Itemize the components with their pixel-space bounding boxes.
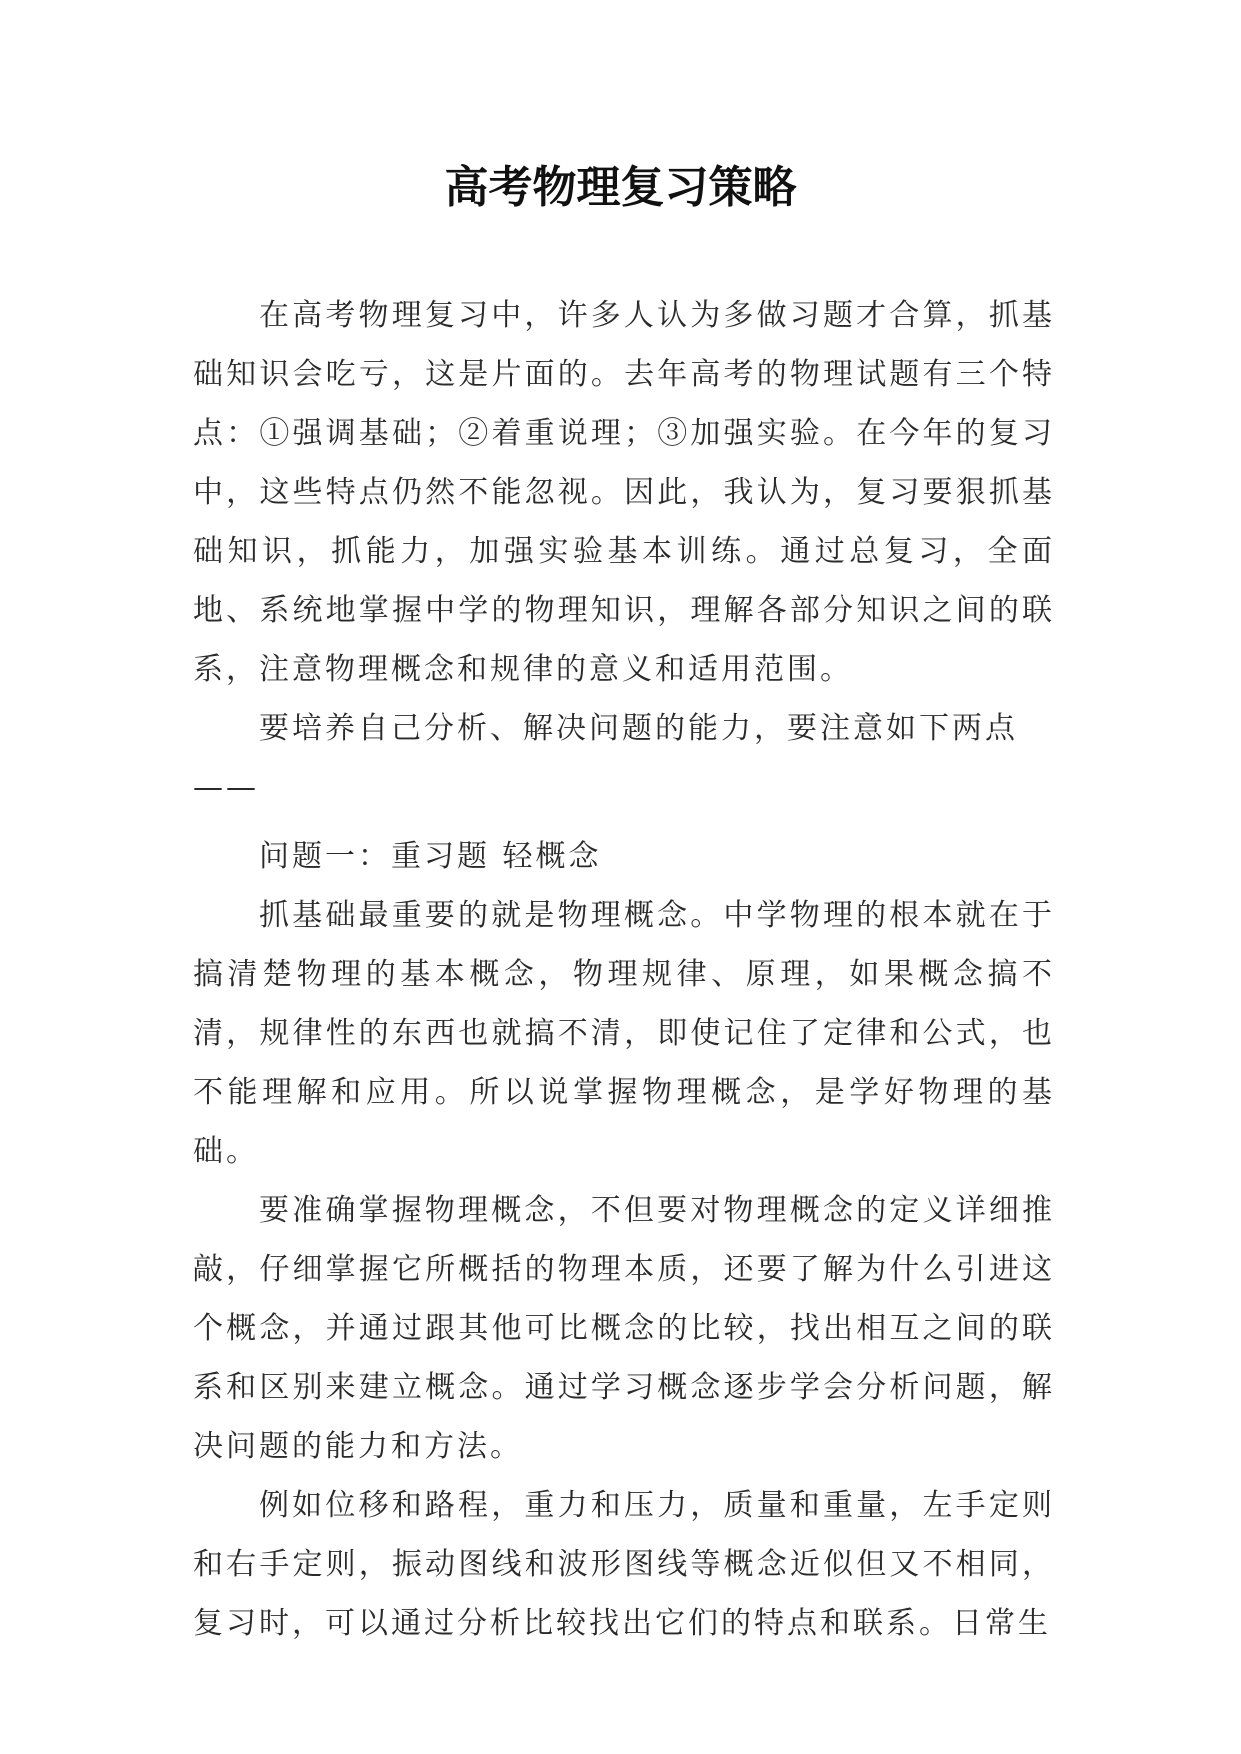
paragraph-mastery: 要准确掌握物理概念，不但要对物理概念的定义详细推敲，仔细掌握它所概括的物理本质，还要了解为什么引进这个概念，并通过跟其他可比概念的比较，找出相互之间的联系和区别来建立概念。通过学习概念逐步学会分析问题，解决问题的能力和方法。 [193,1193,1055,1464]
paragraph-ability: 要培养自己分析、解决问题的能力，要注意如下两点 [259,711,1018,746]
document-title: 高考物理复习策略 [444,162,797,213]
section-heading: 问题一：重习题 轻概念 [259,839,602,874]
dash-line: —— [193,770,259,805]
document-body [193,286,1055,1653]
paragraph-concepts: 抓基础最重要的就是物理概念。中学物理的根本就在于搞清楚物理的基本概念，物理规律、原理，如果概念搞不清，规律性的东西也就搞不清，即使记住了定律和公式，也不能理解和应用。所以说掌握物理概念，是学好物理的基础。 [193,898,1055,1169]
paragraph-intro: 在高考物理复习中，许多人认为多做习题才合算，抓基础知识会吃亏，这是片面的。去年高考的物理试题有三个特点：①强调基础；②着重说理；③加强实验。在今年的复习中，这些特点仍然不能忽视。因此，我认为，复习要狠抓基础知识，抓能力，加强实验基本训练。通过总复习，全面地、系统地掌握中学的物理知识，理解各部分知识之间的联系，注意物理概念和规律的意义和适用范围。 [193,298,1055,687]
paragraph-examples: 例如位移和路程，重力和压力，质量和重量，左手定则和右手定则，振动图线和波形图线等概念近似但又不相同，复习时，可以通过分析比较找出它们的特点和联系。日常生 [193,1488,1055,1641]
